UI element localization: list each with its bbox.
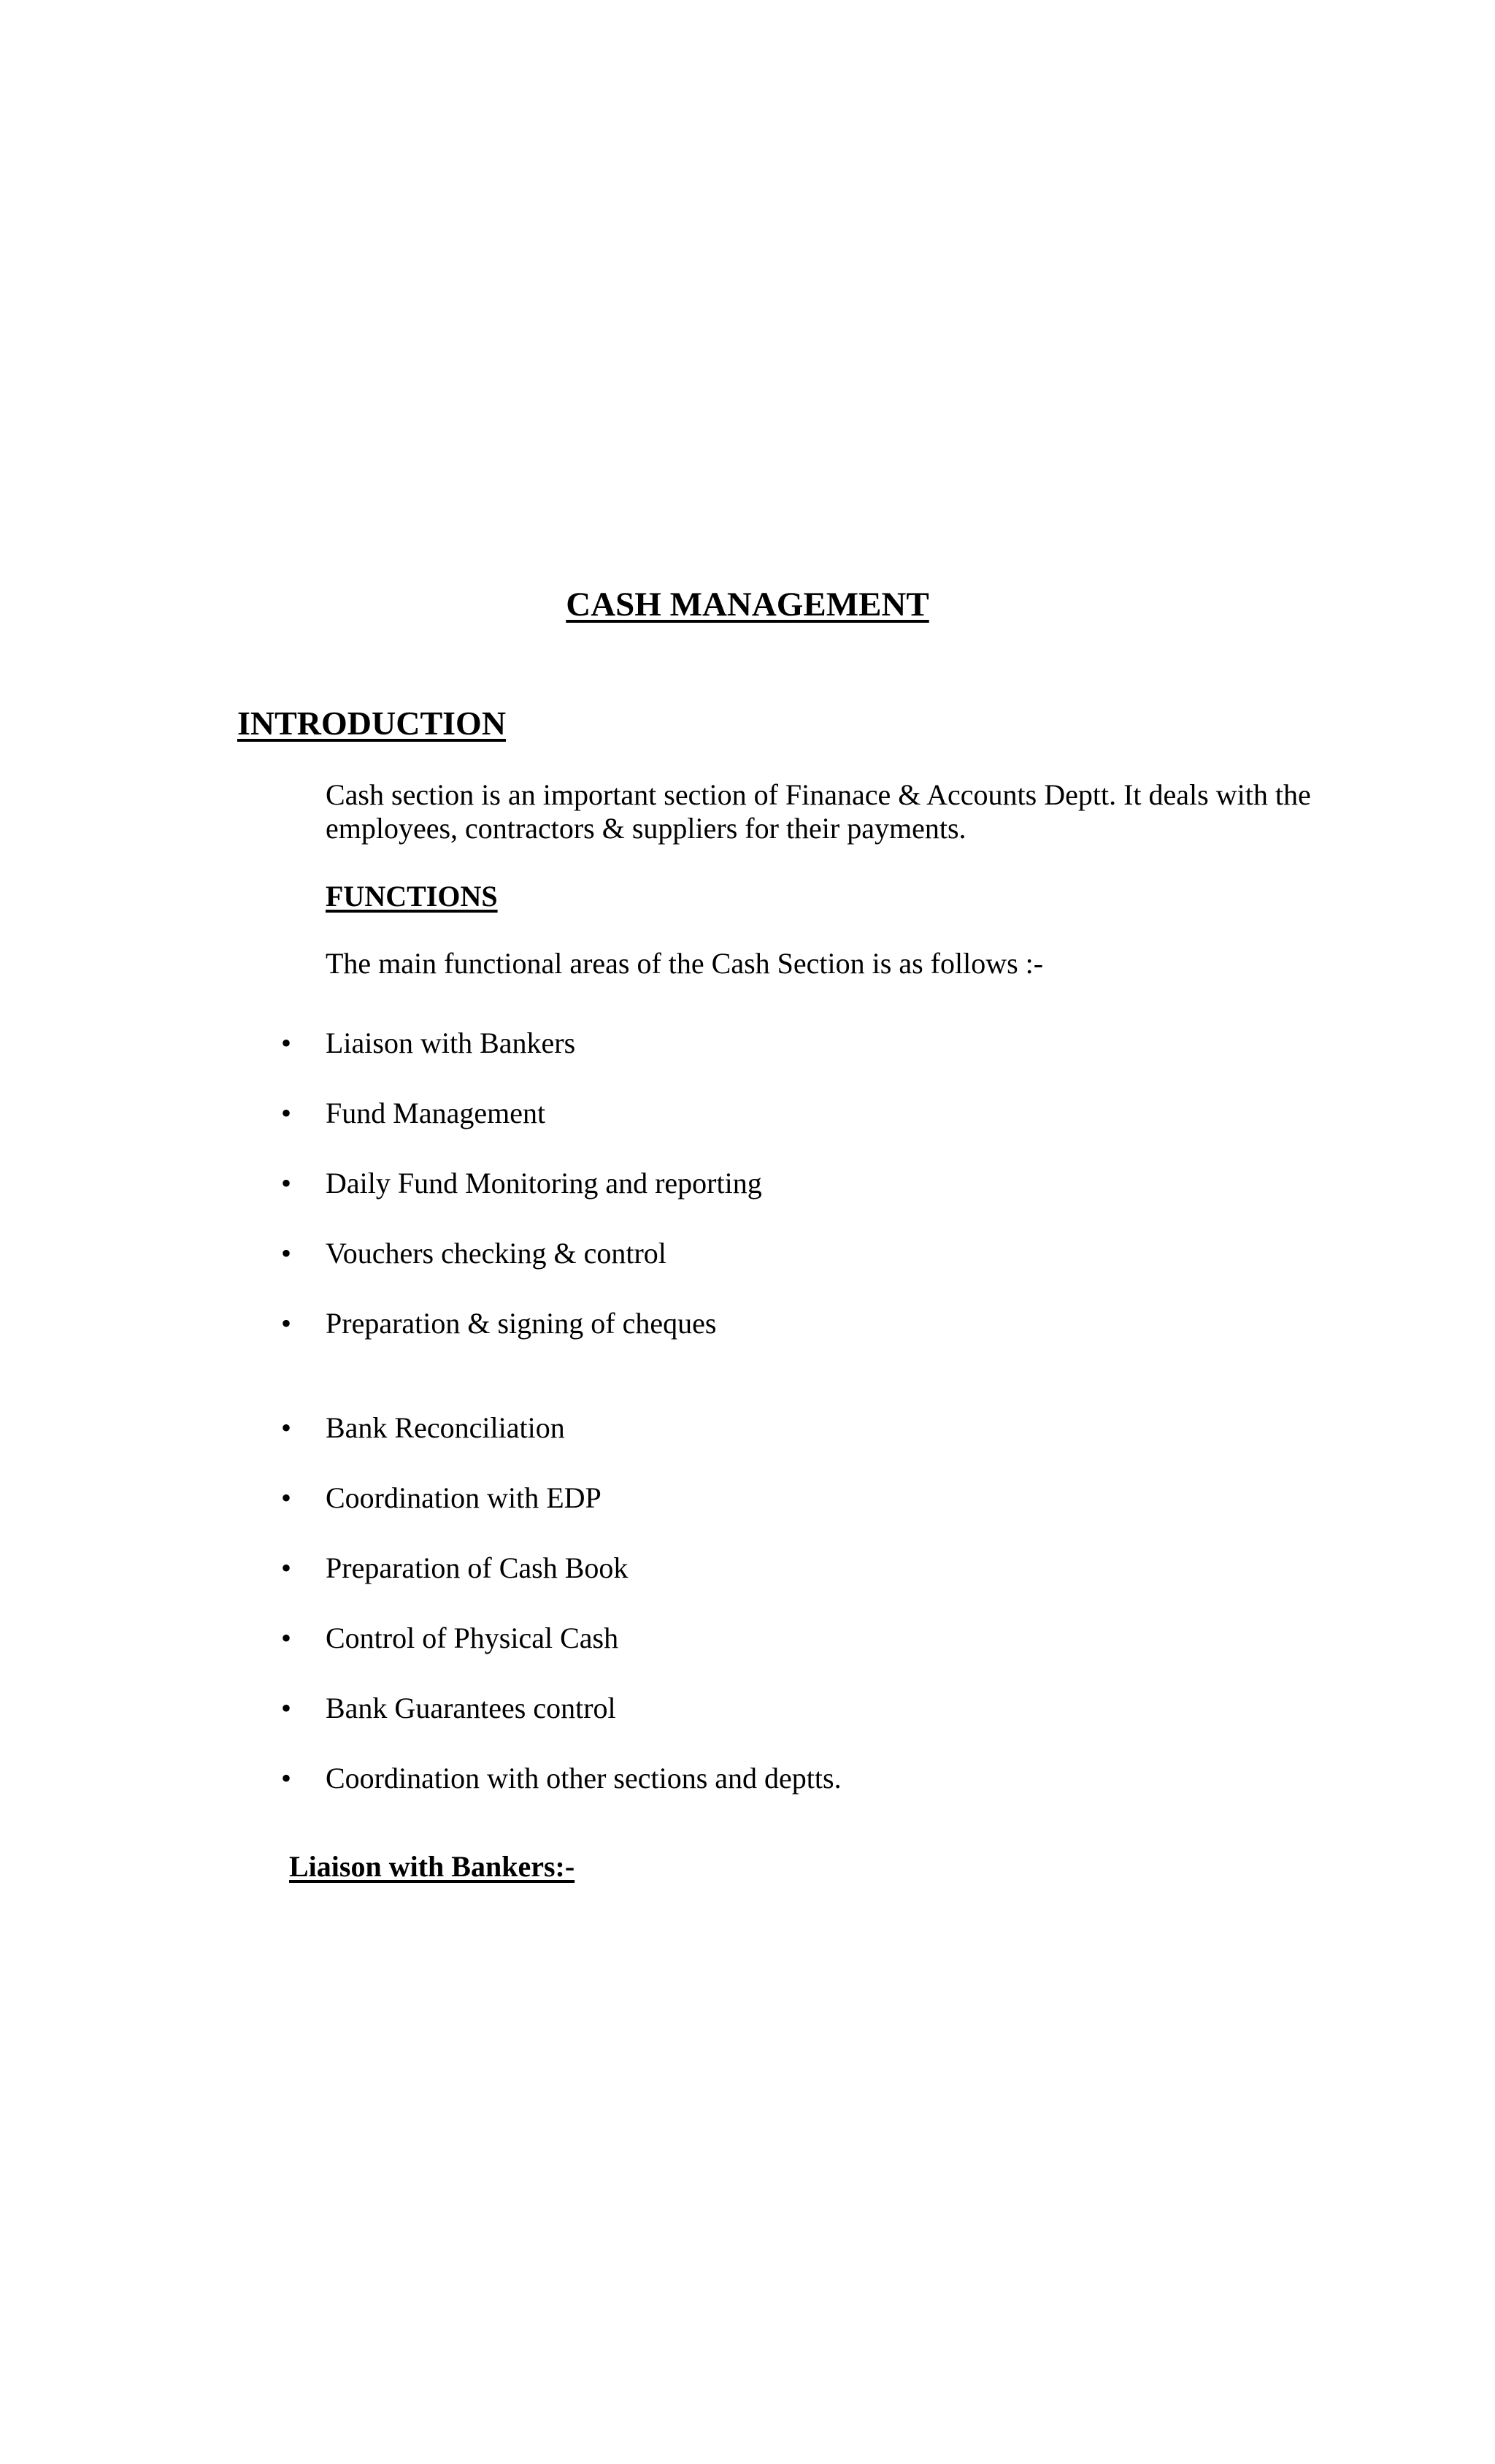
list-item-text: Coordination with EDP	[326, 1481, 602, 1514]
list-item	[281, 1691, 616, 1726]
list-item-text: Bank Reconciliation	[326, 1411, 565, 1444]
list-item-text: Daily Fund Monitoring and reporting	[326, 1167, 762, 1200]
bullet-icon: •	[281, 1026, 292, 1059]
bullet-icon: •	[281, 1167, 292, 1200]
bullet-icon: •	[281, 1762, 292, 1795]
list-item-text: Control of Physical Cash	[326, 1621, 619, 1654]
functions-intro-text: The main functional areas of the Cash Section is as follows :-	[326, 947, 1044, 980]
bullet-icon: •	[281, 1621, 292, 1654]
list-item	[281, 1411, 565, 1446]
list-item-text: Coordination with other sections and deptts.	[326, 1762, 842, 1795]
list-item-text: Liaison with Bankers	[326, 1026, 576, 1059]
bullet-icon: •	[281, 1097, 292, 1129]
list-item	[281, 1306, 716, 1341]
list-item	[281, 1621, 618, 1656]
list-item	[281, 1481, 602, 1516]
liaison-heading: Liaison with Bankers:-	[289, 1850, 575, 1883]
bullet-icon: •	[281, 1692, 292, 1724]
list-item-text: Vouchers checking & control	[326, 1237, 666, 1270]
introduction-paragraph: Cash section is an important section of Finanace & Accounts Deptt. It deals with the employees, contractors & suppliers for their payments.	[326, 778, 1311, 845]
list-item-text: Preparation of Cash Book	[326, 1551, 629, 1584]
bullet-icon: •	[281, 1481, 292, 1514]
list-item	[281, 1236, 666, 1271]
list-item-text: Preparation & signing of cheques	[326, 1307, 717, 1340]
list-item	[281, 1761, 842, 1796]
introduction-heading: INTRODUCTION	[237, 705, 507, 742]
list-item	[281, 1166, 762, 1201]
document-title: CASH MANAGEMENT	[566, 586, 929, 623]
list-item-text: Fund Management	[326, 1097, 546, 1129]
list-item	[281, 1026, 575, 1061]
bullet-icon: •	[281, 1411, 292, 1444]
list-item-text: Bank Guarantees control	[326, 1692, 616, 1724]
bullet-icon: •	[281, 1307, 292, 1340]
list-item	[281, 1096, 545, 1131]
bullet-icon: •	[281, 1237, 292, 1270]
list-item	[281, 1551, 628, 1586]
bullet-icon: •	[281, 1551, 292, 1584]
functions-heading: FUNCTIONS	[326, 880, 498, 913]
